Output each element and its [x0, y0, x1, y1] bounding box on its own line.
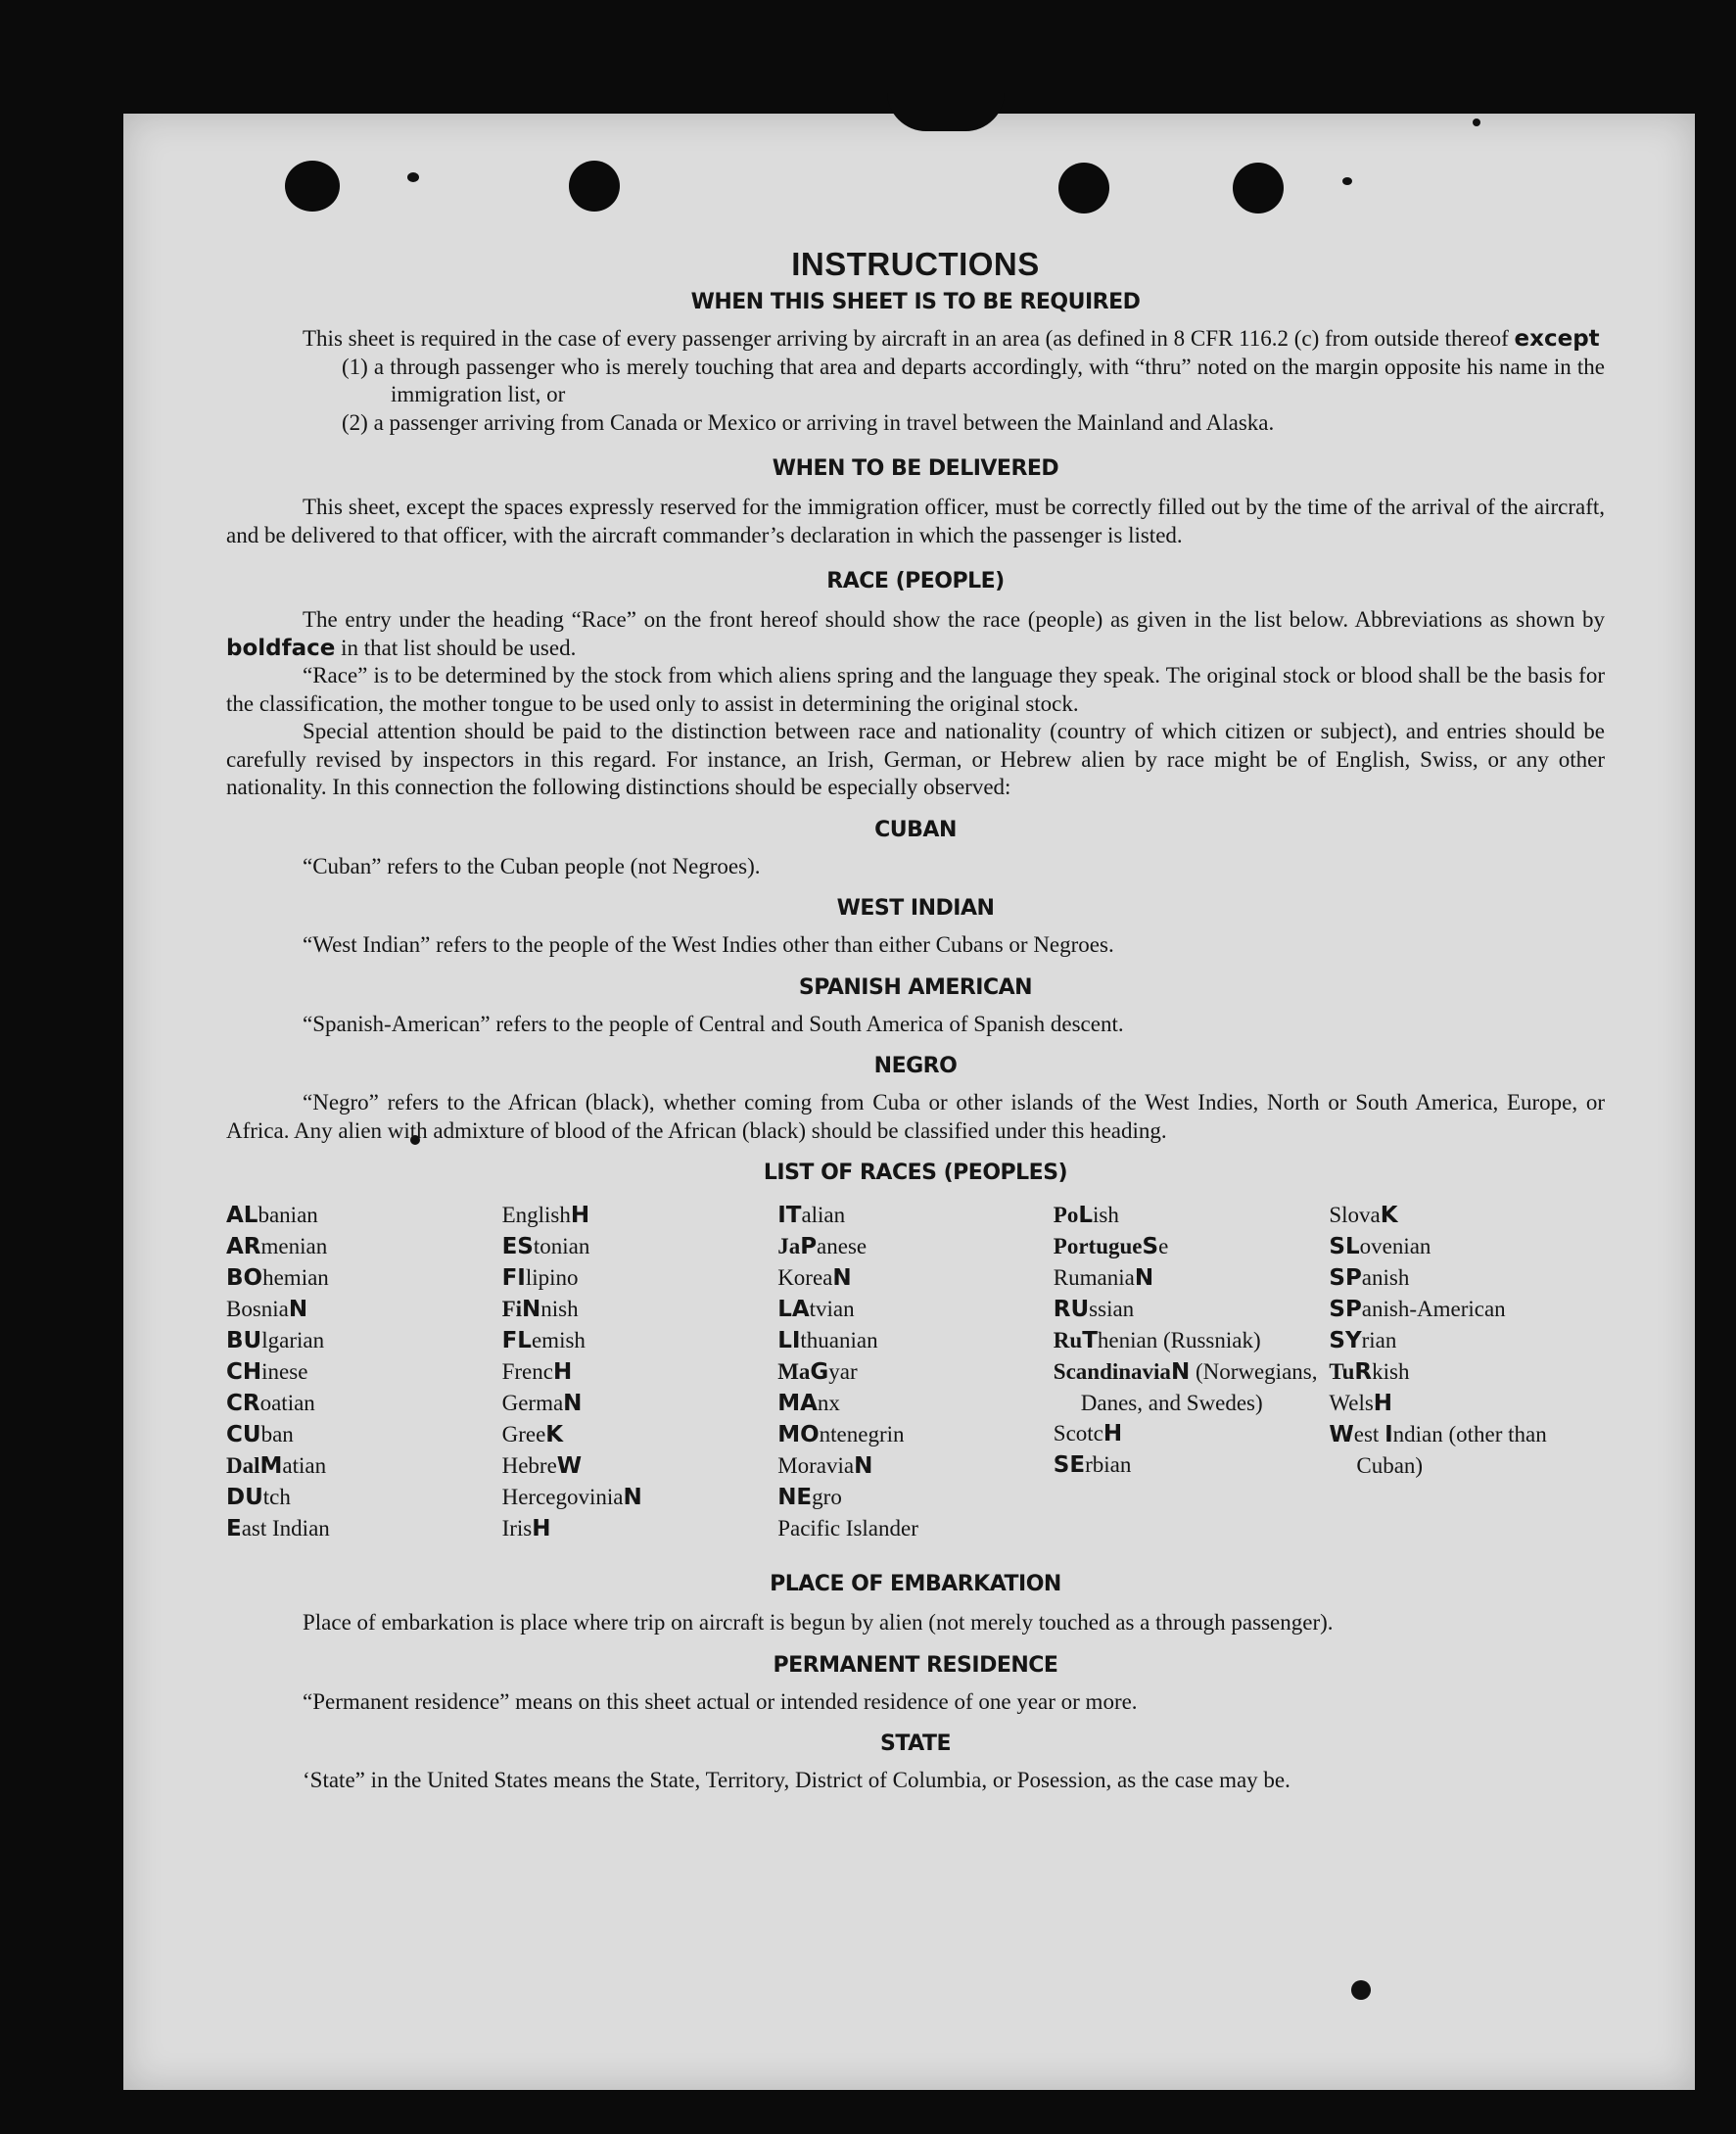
page-title: INSTRUCTIONS	[791, 246, 1040, 282]
paragraph: Place of embarkation is place where trip on aircraft is begun by alien (not merely touched as a through passenger).	[303, 1610, 1334, 1635]
race-name-text: Dal	[226, 1453, 260, 1478]
race-list-item	[502, 1482, 778, 1513]
race-list-item	[1054, 1418, 1330, 1449]
race-name-text: Hercegovinia	[501, 1485, 624, 1509]
race-list-item	[226, 1356, 502, 1388]
race-name-text: Ma	[777, 1359, 811, 1384]
race-name-text: oatian	[259, 1391, 315, 1415]
race-abbreviation: P	[800, 1234, 818, 1259]
paragraph: ‘State” in the United States means the State, Territory, District of Columbia, or Posession, as the case may be.	[303, 1768, 1290, 1792]
race-list-item	[1329, 1419, 1605, 1481]
race-list-item	[226, 1325, 502, 1356]
race-abbreviation: N	[623, 1485, 642, 1510]
paragraph-text: The entry under the heading “Race” on the front hereof should show the race (people) as given in the list below. Abbreviations as shown by	[303, 607, 1605, 632]
race-name-text: lgarian	[261, 1328, 325, 1352]
race-list-item	[777, 1325, 1054, 1356]
race-abbreviation: N	[854, 1453, 873, 1479]
race-abbreviation: CR	[226, 1391, 260, 1416]
race-name-text: ovenian	[1359, 1234, 1431, 1258]
race-name-text: Po	[1053, 1203, 1079, 1227]
race-list-item	[1054, 1294, 1330, 1325]
race-name-text: Tu	[1329, 1359, 1355, 1384]
race-list-item	[502, 1513, 778, 1544]
race-abbreviation: ES	[501, 1234, 534, 1259]
race-name-text: Scotc	[1053, 1421, 1103, 1446]
paragraph: “Permanent residence” means on this sheet actual or intended residence of one year or more.	[303, 1688, 1138, 1714]
race-name-text: alian	[801, 1203, 846, 1227]
race-name-text: henian (Russniak)	[1097, 1328, 1261, 1352]
race-name-text: Iris	[501, 1516, 533, 1541]
race-name-text: tonian	[533, 1234, 590, 1258]
race-name-text: nx	[817, 1391, 840, 1415]
race-name-text: Fi	[501, 1297, 523, 1321]
race-abbreviation: N	[563, 1391, 583, 1416]
race-abbreviation: SP	[1329, 1297, 1362, 1322]
race-abbreviation: S	[1142, 1234, 1159, 1259]
race-list-item	[777, 1294, 1054, 1325]
race-abbreviation: H	[1373, 1391, 1393, 1416]
section-heading: RACE (PEOPLE)	[826, 569, 1005, 593]
race-abbreviation: G	[810, 1359, 829, 1385]
race-name-text: Gree	[501, 1422, 546, 1446]
section-heading: WHEN THIS SHEET IS TO BE REQUIRED	[690, 290, 1141, 314]
race-name-text: Ja	[777, 1234, 801, 1258]
race-abbreviation: FI	[501, 1265, 526, 1291]
list-item: (2) a passenger arriving from Canada or Mexico or arriving in travel between the Mainland and Alaska.	[342, 409, 1275, 435]
race-abbreviation: N	[1134, 1265, 1154, 1291]
race-list-item	[502, 1200, 778, 1231]
race-name-text: ish	[1093, 1203, 1119, 1227]
section-heading: SPANISH AMERICAN	[798, 974, 1033, 1000]
race-name-text: Korea	[777, 1265, 833, 1290]
race-abbreviation: NE	[777, 1485, 813, 1510]
race-name-text: Slova	[1329, 1203, 1381, 1227]
race-list-item	[777, 1200, 1054, 1231]
ink-speck	[407, 172, 419, 182]
race-abbreviation: CH	[226, 1359, 262, 1385]
race-abbreviation: R	[1354, 1359, 1373, 1385]
race-abbreviation: AR	[226, 1234, 261, 1259]
race-name-text: ndian (other than Cuban)	[1356, 1422, 1547, 1478]
race-abbreviation: M	[259, 1453, 283, 1479]
paragraph: Special attention should be paid to the distinction between race and nationality (country of which citizen or subject), and entries should be carefully revised by inspectors in this regard. For instance, an Irish, German, or Hebrew alien by race might be of English, Swiss, or any other nationality. In this connection the following distinctions should be especially observed:	[226, 719, 1605, 799]
punch-hole	[1058, 163, 1109, 213]
race-name-text: ssian	[1089, 1297, 1135, 1321]
instructions-content	[226, 245, 1605, 1795]
race-name-text: anese	[817, 1234, 868, 1258]
race-list-item	[1329, 1356, 1605, 1388]
race-name-text: ban	[260, 1422, 294, 1446]
race-list-item	[226, 1450, 502, 1482]
race-list-item	[1054, 1325, 1330, 1356]
race-name-text: banian	[258, 1203, 318, 1227]
race-list-item	[502, 1262, 778, 1294]
race-list-item	[777, 1356, 1054, 1388]
race-abbreviation: AL	[226, 1203, 258, 1228]
race-abbreviation: MA	[777, 1391, 818, 1416]
section-heading: NEGRO	[873, 1054, 958, 1078]
race-name-text: anish-American	[1361, 1297, 1506, 1321]
paragraph-text: in that list should be used.	[335, 635, 577, 660]
race-name-text: yar	[828, 1359, 858, 1384]
section-heading: WEST INDIAN	[836, 896, 995, 921]
ink-speck	[1342, 177, 1352, 185]
race-name-text: ast Indian	[241, 1516, 330, 1541]
paragraph	[226, 606, 1605, 662]
race-list-item	[502, 1325, 778, 1356]
race-list-item	[1329, 1325, 1605, 1356]
race-name-text: emish	[531, 1328, 586, 1352]
race-list-item	[777, 1513, 1054, 1543]
punch-hole	[569, 161, 620, 212]
race-abbreviation: W	[1329, 1422, 1354, 1447]
race-name-text: Hebre	[501, 1453, 557, 1478]
race-name-text: Wels	[1329, 1391, 1374, 1415]
race-name-text: rian	[1361, 1328, 1397, 1352]
paragraph: “West Indian” refers to the people of the West Indies other than either Cubans or Negroes.	[303, 932, 1114, 957]
race-abbreviation: CU	[226, 1422, 261, 1447]
paragraph-text: This sheet is required in the case of every passenger arriving by aircraft in an area (as defined in 8 CFR 116.2 (c) from outside thereof	[303, 326, 1515, 351]
race-list-item	[1054, 1449, 1330, 1481]
race-abbreviation: LA	[777, 1297, 810, 1322]
race-list-item	[1054, 1200, 1330, 1231]
race-name-text: inese	[261, 1359, 308, 1384]
race-abbreviation: W	[556, 1453, 583, 1479]
race-name-text: Pacific Islander	[777, 1516, 918, 1541]
race-name-text: thuanian	[800, 1328, 878, 1352]
race-name-text: nish	[540, 1297, 579, 1321]
punch-hole	[1233, 163, 1284, 213]
race-column	[502, 1200, 778, 1544]
section-heading: PERMANENT RESIDENCE	[773, 1652, 1058, 1678]
race-list-item	[777, 1231, 1054, 1262]
race-list-item	[777, 1419, 1054, 1450]
ink-speck	[1351, 1980, 1371, 2000]
race-abbreviation: K	[545, 1422, 564, 1447]
race-list-item	[1329, 1231, 1605, 1262]
race-name-text: anish	[1361, 1265, 1410, 1290]
list-item: (1) a through passenger who is merely touching that area and departs accordingly, with “thru” noted on the margin opposite his name in the immigration list, or	[342, 354, 1605, 406]
race-column	[777, 1200, 1054, 1544]
race-abbreviation: T	[1082, 1328, 1098, 1353]
race-abbreviation: FL	[501, 1328, 532, 1353]
race-list-item	[226, 1482, 502, 1513]
race-column	[1329, 1200, 1605, 1544]
race-name-text: Portugue	[1053, 1234, 1143, 1258]
race-list-item	[226, 1231, 502, 1262]
race-abbreviation: SP	[1329, 1265, 1362, 1291]
paragraph: “Race” is to be determined by the stock from which aliens spring and the language they speak. The original stock or blood shall be the basis for the classification, the mother tongue to be used only to assist in determining the original stock.	[226, 663, 1605, 716]
race-name-text: lipino	[525, 1265, 579, 1290]
race-list-item	[226, 1419, 502, 1450]
race-abbreviation: MO	[777, 1422, 820, 1447]
race-name-text: Scandinavia	[1053, 1359, 1171, 1384]
race-name-text: atian	[282, 1453, 327, 1478]
race-list-item	[226, 1200, 502, 1231]
section-heading: WHEN TO BE DELIVERED	[772, 456, 1059, 481]
race-name-text: Rumania	[1053, 1265, 1135, 1290]
race-name-text: menian	[260, 1234, 328, 1258]
race-abbreviation: N	[832, 1265, 852, 1291]
race-abbreviation: N	[522, 1297, 541, 1322]
race-name-text: tvian	[809, 1297, 855, 1321]
paragraph	[226, 325, 1605, 354]
race-list-item	[502, 1419, 778, 1450]
race-name-text: Moravia	[777, 1453, 855, 1478]
race-abbreviation: BU	[226, 1328, 262, 1353]
edge-notch	[887, 92, 1005, 131]
race-list-item	[226, 1294, 502, 1325]
race-list	[226, 1200, 1605, 1544]
race-name-text: Germa	[501, 1391, 564, 1415]
race-list-item	[1054, 1231, 1330, 1262]
paragraph: “Negro” refers to the African (black), whether coming from Cuba or other islands of the West Indies, North or South America, Europe, or Africa. Any alien with admixture of blood of the African (black) should be classified under this heading.	[226, 1090, 1605, 1143]
race-abbreviation: SE	[1053, 1452, 1086, 1478]
race-abbreviation: RU	[1053, 1297, 1090, 1322]
race-abbreviation: H	[532, 1516, 551, 1541]
race-abbreviation: I	[1384, 1422, 1393, 1447]
section-heading: PLACE OF EMBARKATION	[770, 1572, 1061, 1596]
race-list-item	[502, 1388, 778, 1419]
race-abbreviation: H	[570, 1203, 590, 1228]
race-abbreviation: E	[226, 1516, 242, 1541]
race-list-item	[502, 1450, 778, 1482]
race-name-text: English	[501, 1203, 571, 1227]
race-abbreviation: SY	[1329, 1328, 1362, 1353]
race-abbreviation: K	[1380, 1203, 1398, 1228]
race-column	[1054, 1200, 1330, 1544]
race-list-item	[1329, 1200, 1605, 1231]
race-list-item	[1054, 1262, 1330, 1294]
race-name-text: Bosnia	[226, 1297, 289, 1321]
race-list-item	[777, 1450, 1054, 1482]
punch-hole	[285, 161, 340, 212]
race-abbreviation: L	[1078, 1203, 1093, 1228]
race-name-text: est	[1353, 1422, 1385, 1446]
document-page	[123, 114, 1695, 2090]
race-list-item	[226, 1388, 502, 1419]
race-list-item	[1329, 1294, 1605, 1325]
section-heading: STATE	[880, 1731, 951, 1756]
section-heading: CUBAN	[874, 817, 957, 842]
race-list-item	[777, 1482, 1054, 1513]
paragraph: This sheet, except the spaces expressly reserved for the immigration officer, must be correctly filled out by the time of the arrival of the aircraft, and be delivered to that officer, with the aircraft commander’s declaration in which the passenger is listed.	[226, 495, 1605, 547]
race-list-item	[777, 1388, 1054, 1419]
race-abbreviation: DU	[226, 1485, 263, 1510]
race-name-text: (Norwegians, Danes, and Swedes)	[1080, 1359, 1318, 1415]
race-name-text: hemian	[262, 1265, 329, 1290]
race-name-text: gro	[812, 1485, 842, 1509]
race-abbreviation: BO	[226, 1265, 263, 1291]
emphasis-text: boldface	[226, 635, 336, 661]
race-list-item	[777, 1262, 1054, 1294]
race-list-item	[502, 1294, 778, 1325]
paragraph: “Spanish-American” refers to the people of Central and South America of Spanish descent.	[303, 1011, 1124, 1036]
race-abbreviation: LI	[777, 1328, 801, 1353]
race-name-text: kish	[1372, 1359, 1410, 1384]
race-list-item	[1054, 1356, 1330, 1418]
race-abbreviation: SL	[1329, 1234, 1360, 1259]
race-abbreviation: N	[288, 1297, 308, 1322]
race-name-text: Ru	[1053, 1328, 1083, 1352]
race-list-item	[226, 1262, 502, 1294]
race-column	[226, 1200, 502, 1544]
race-name-text: e	[1158, 1234, 1169, 1258]
race-name-text: Frenc	[501, 1359, 553, 1384]
race-list-item	[1329, 1262, 1605, 1294]
race-abbreviation: N	[1170, 1359, 1191, 1385]
race-abbreviation: H	[552, 1359, 573, 1385]
race-abbreviation: H	[1103, 1421, 1123, 1446]
race-abbreviation: IT	[777, 1203, 802, 1228]
race-name-text: rbian	[1085, 1452, 1132, 1477]
race-list-item	[502, 1231, 778, 1262]
race-name-text: tch	[262, 1485, 291, 1509]
section-heading: LIST OF RACES (PEOPLES)	[763, 1161, 1068, 1185]
ink-speck	[1473, 119, 1480, 126]
race-list-item	[502, 1356, 778, 1388]
race-list-item	[1329, 1388, 1605, 1419]
race-list-item	[226, 1513, 502, 1544]
paragraph: “Cuban” refers to the Cuban people (not Negroes).	[303, 853, 761, 878]
race-name-text: ntenegrin	[819, 1422, 905, 1446]
emphasis-text: except	[1514, 326, 1600, 352]
